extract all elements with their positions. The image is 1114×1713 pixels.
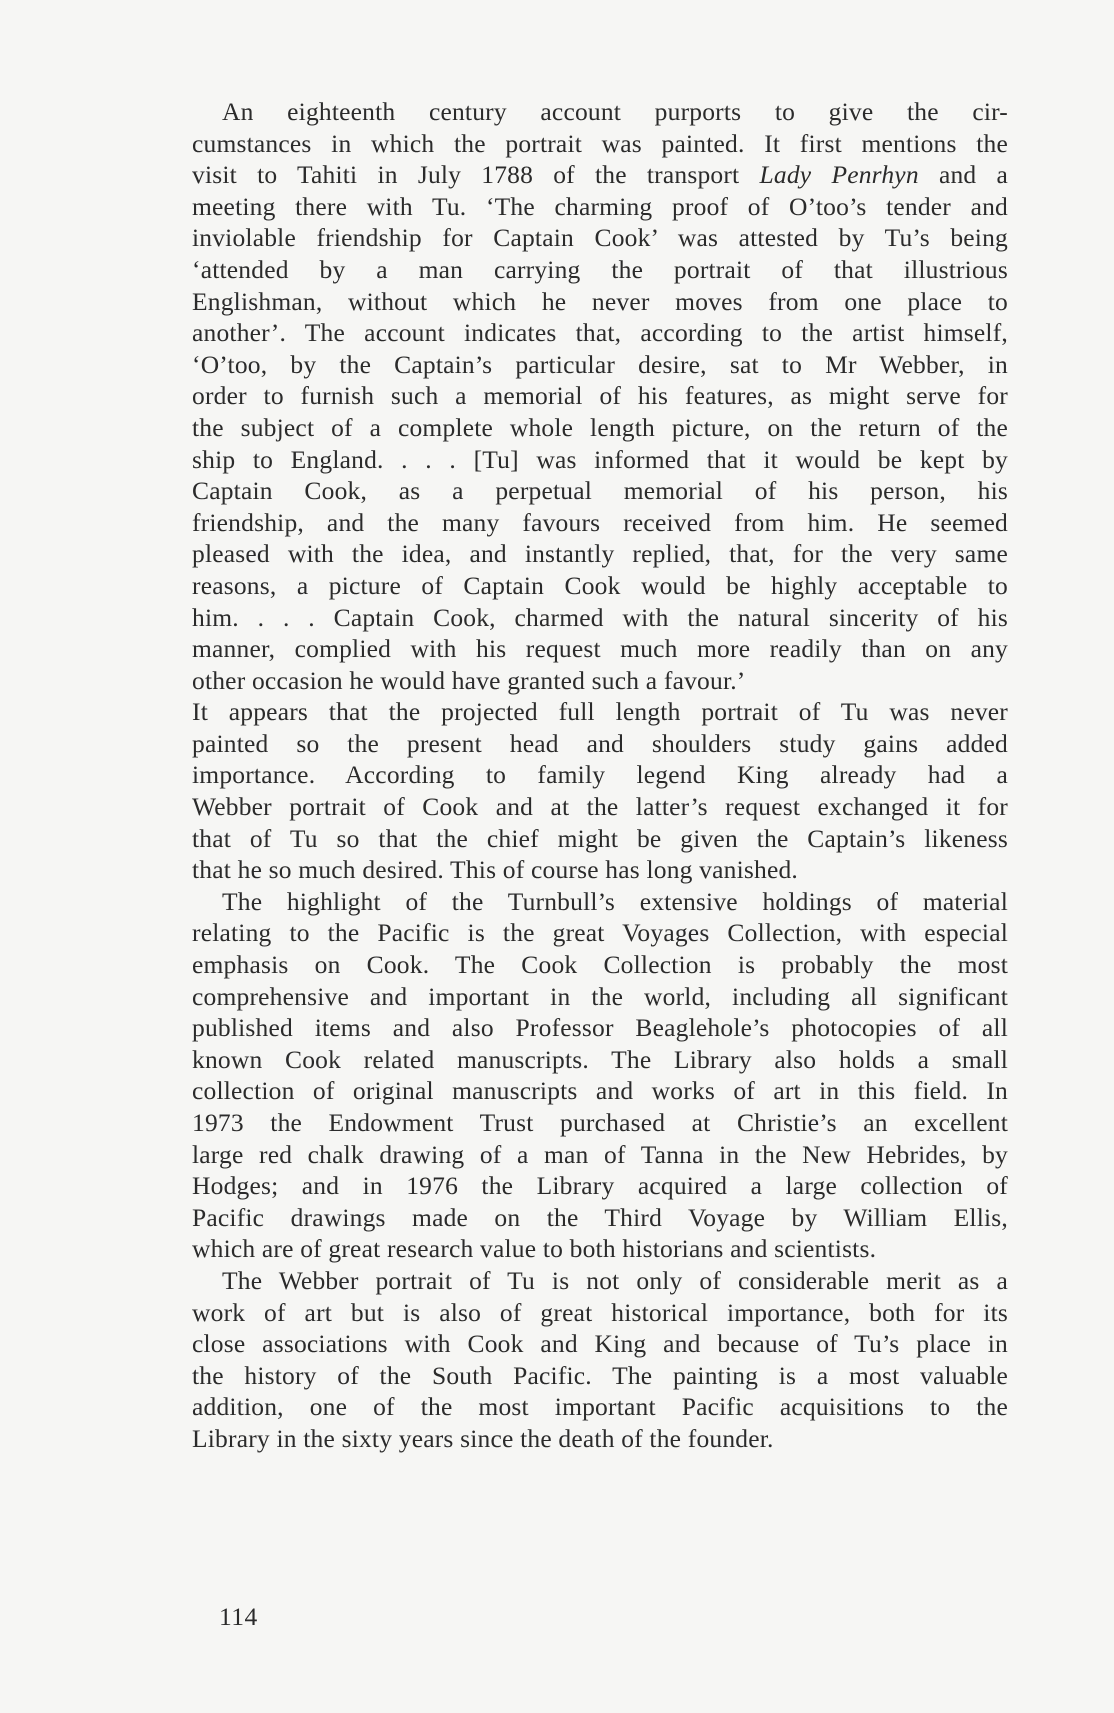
text-line: ‘attended by a man carrying the portrait of that illustrious	[192, 254, 1008, 284]
text-line: Captain Cook, as a perpetual memorial of his person, his	[192, 476, 1008, 506]
text-line: relating to the Pacific is the great Voyages Collection, with especial	[192, 918, 1008, 948]
text-line: 1973 the Endowment Trust purchased at Christie’s an excellent	[192, 1108, 1008, 1137]
text-line: It appears that the projected full length portrait of Tu was never	[192, 697, 1008, 727]
paragraph-3	[192, 886, 1008, 1265]
page-number: 114	[219, 1602, 258, 1631]
paragraph-2	[192, 696, 1008, 886]
text-fragment: and a	[938, 160, 1009, 190]
text-line: order to furnish such a memorial of his features, as might serve for	[192, 381, 1008, 411]
ship-name-italic: Lady Penrhyn	[759, 160, 919, 190]
text-line: ‘O’too, by the Captain’s particular desire, sat to Mr Webber, in	[192, 349, 1008, 379]
text-line: the subject of a complete whole length picture, on the return of the	[192, 412, 1008, 442]
text-line: The highlight of the Turnbull’s extensive holdings of material	[222, 886, 1008, 916]
text-line	[192, 159, 1008, 191]
text-line: him. . . . Captain Cook, charmed with the natural sincerity of his	[192, 602, 1008, 632]
text-line: another’. The account indicates that, according to the artist himself,	[192, 318, 1008, 348]
body-text	[192, 96, 1008, 1455]
text-line: The Webber portrait of Tu is not only of considerable merit as a	[222, 1265, 1008, 1295]
text-line: meeting there with Tu. ‘The charming proof of O’too’s tender and	[192, 191, 1008, 221]
text-line: addition, one of the most important Pacific acquisitions to the	[192, 1392, 1008, 1422]
paragraph-1	[192, 96, 1008, 696]
text-line: Library in the sixty years since the death of the founder.	[192, 1423, 774, 1453]
text-line: the history of the South Pacific. The painting is a most valuable	[192, 1360, 1008, 1390]
text-line: known Cook related manuscripts. The Library also holds a small	[192, 1044, 1008, 1074]
text-line: that he so much desired. This of course has long vanished.	[192, 855, 799, 885]
text-line: An eighteenth century account purports to give the cir-	[222, 97, 1008, 126]
text-line: emphasis on Cook. The Cook Collection is probably the most	[192, 950, 1008, 980]
text-line: friendship, and the many favours received from him. He seemed	[192, 507, 1008, 537]
paragraph-4	[192, 1265, 1008, 1455]
text-line: ship to England. . . . [Tu] was informed that it would be kept by	[192, 444, 1008, 474]
text-line: importance. According to family legend King already had a	[192, 760, 1008, 790]
text-line: Englishman, without which he never moves from one place to	[192, 286, 1008, 316]
text-line: work of art but is also of great historical importance, both for its	[192, 1297, 1008, 1327]
text-line: inviolable friendship for Captain Cook’ was attested by Tu’s being	[192, 223, 1008, 253]
text-line: that of Tu so that the chief might be given the Captain’s likeness	[192, 823, 1008, 853]
text-fragment: visit to Tahiti in July 1788 of the transport	[192, 160, 740, 190]
text-line: Webber portrait of Cook and at the latter’s request exchanged it for	[192, 792, 1008, 822]
text-line: painted so the present head and shoulders study gains added	[192, 728, 1008, 758]
text-line: manner, complied with his request much more readily than on any	[192, 634, 1008, 664]
text-line: close associations with Cook and King and because of Tu’s place in	[192, 1329, 1008, 1359]
text-line: Pacific drawings made on the Third Voyage by William Ellis,	[192, 1202, 1008, 1232]
text-line: pleased with the idea, and instantly replied, that, for the very same	[192, 539, 1008, 569]
text-line: published items and also Professor Beaglehole’s photocopies of all	[192, 1013, 1008, 1043]
text-line: reasons, a picture of Captain Cook would be highly acceptable to	[192, 570, 1008, 600]
text-line: other occasion he would have granted such a favour.’	[192, 665, 746, 695]
text-line: Hodges; and in 1976 the Library acquired a large collection of	[192, 1171, 1008, 1201]
text-line: collection of original manuscripts and works of art in this field. In	[192, 1076, 1008, 1106]
text-line: cumstances in which the portrait was painted. It first mentions the	[192, 128, 1008, 158]
text-line: large red chalk drawing of a man of Tanna in the New Hebrides, by	[192, 1139, 1008, 1169]
text-line: which are of great research value to both historians and scientists.	[192, 1234, 877, 1264]
text-line: comprehensive and important in the world, including all significant	[192, 981, 1008, 1011]
